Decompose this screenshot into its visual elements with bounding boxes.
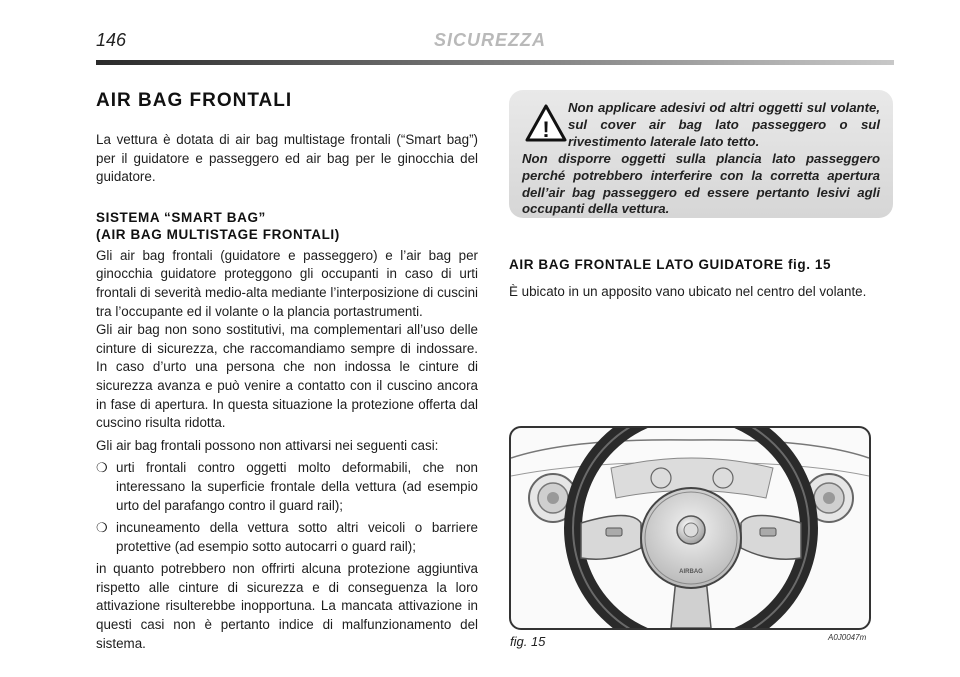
figure-caption: fig. 15 <box>510 634 546 649</box>
subheading-line-2: (AIR BAG MULTISTAGE FRONTALI) <box>96 226 340 242</box>
warning-text-start: Non applicare adesivi od altri oggetti sul volante, sul cover air bag lato passeggero o sul rivestimento laterale lato tetto. <box>568 100 880 149</box>
left-column <box>96 90 478 653</box>
list-item-text: urti frontali contro oggetti molto deformabili, che non interessano la superficie frontale della vettura (ad esempio urto del parafango contro il guard rail); <box>116 460 478 513</box>
warning-text <box>522 100 880 218</box>
list-item <box>96 519 478 556</box>
section-title: SICUREZZA <box>434 30 546 50</box>
subheading <box>96 209 478 243</box>
paragraph-protection: Gli air bag frontali (guidatore e passeggero) e l’air bag per ginocchia guidatore proteggono gli occupanti in caso di urti frontali di severità medio-alta mediante l’interposizione di cuscini tra l’occupante ed il volante o la plancia portastrumenti. <box>96 247 478 319</box>
svg-text:!: ! <box>542 117 550 142</box>
bullet-circle-icon: ❍ <box>96 460 108 476</box>
paragraph-conclusion: in quanto potrebbero non offrirti alcuna protezione aggiuntiva rispetto alle cinture di sicurezza e di conseguenza la loro attivazione risulterebbe inopportuna. La mancata attivazione in questi casi non è pertanto indice di malfunzionamento del sistema. <box>96 561 478 651</box>
steering-wheel-illustration <box>511 428 869 628</box>
driver-airbag-heading: AIR BAG FRONTALE LATO GUIDATORE fig. 15 <box>509 257 832 272</box>
paragraph-complementary: Gli air bag non sono sostitutivi, ma complementari all’uso delle cinture di sicurezza, che raccomandiamo sempre di indossare. In caso d’urto una persona che non indossa le cinture di sicurezza avanza e può venire a contatto con il cuscino ancora in fase di apertura. In questa situazione la protezione offerta dal cuscino risulta ridotta. <box>96 322 478 431</box>
bullet-circle-icon: ❍ <box>96 520 108 536</box>
warning-box <box>509 90 893 218</box>
paragraph-cases: Gli air bag frontali possono non attivarsi nei seguenti casi: <box>96 437 439 453</box>
page-number: 146 <box>96 30 127 50</box>
airbag-label: AIRBAG <box>679 569 703 575</box>
subheading-line-1: SISTEMA “SMART BAG” <box>96 209 266 225</box>
header-rule <box>96 60 894 65</box>
list-item <box>96 459 478 515</box>
driver-airbag-text: È ubicato in un apposito vano ubicato nel centro del volante. <box>509 284 867 299</box>
figure-code: A0J0047m <box>828 633 867 642</box>
intro-paragraph: La vettura è dotata di air bag multistage frontali (“Smart bag”) per il guidatore e passeggero ed air bag per le ginocchia del guidatore. <box>96 132 478 185</box>
figure-steering-wheel <box>509 426 871 630</box>
warning-text-rest: Non disporre oggetti sulla plancia lato passeggero perché potrebbero interferire con la corretta apertura dell’air bag passeggero ed essere pertanto lesivi agli occupanti della vettura. <box>522 150 880 217</box>
list-item-text: incuneamento della vettura sotto altri veicoli o barriere protettive (ad esempio sotto autocarri o guard rail); <box>116 520 478 554</box>
page-title: AIR BAG FRONTALI <box>96 90 293 111</box>
